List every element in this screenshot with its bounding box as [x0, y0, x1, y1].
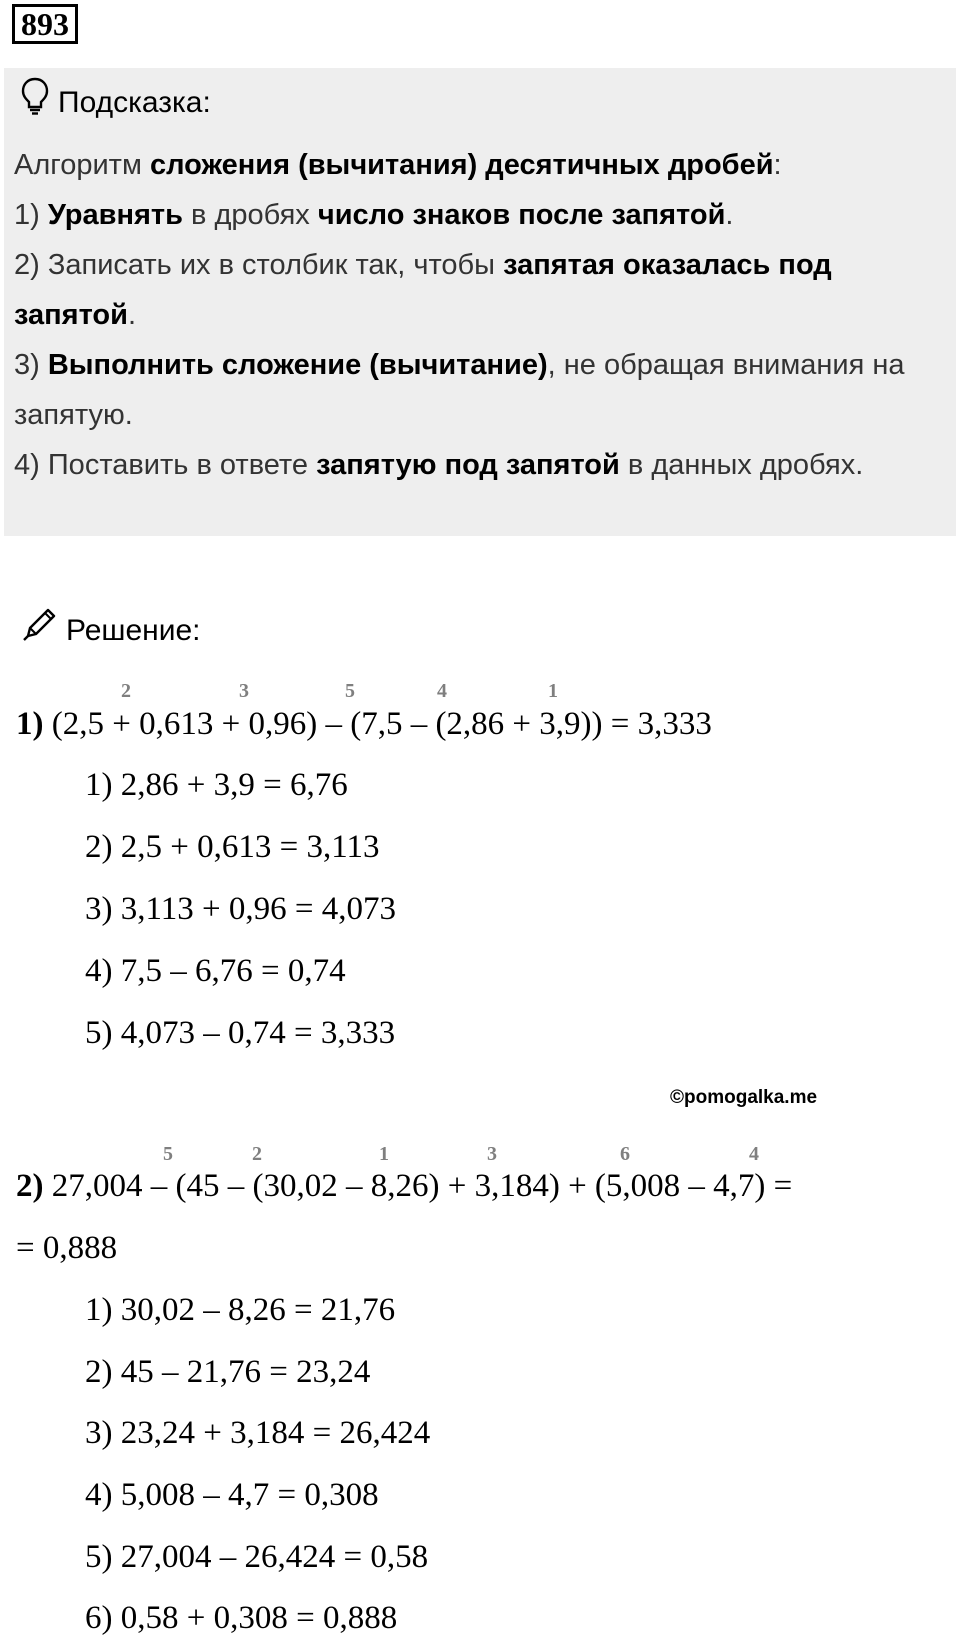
operation-order-number: 1	[548, 680, 558, 702]
problem-2-step: 5) 27,004 – 26,424 = 0,58	[85, 1539, 429, 1575]
operation-order-number: 3	[487, 1143, 497, 1165]
problem-2-step: 4) 5,008 – 4,7 = 0,308	[85, 1477, 379, 1513]
problem-2-expression: 2) 27,004 – (45 – (30,02 – 8,26) + 3,184) + (5,008 – 4,7) =	[16, 1168, 793, 1204]
problem-1-step: 4) 7,5 – 6,76 = 0,74	[85, 953, 346, 989]
operation-order-number: 2	[252, 1143, 262, 1165]
problem-1-expression: 1) (2,5 + 0,613 + 0,96) – (7,5 – (2,86 + 3,9)) = 3,333	[16, 706, 712, 742]
problem-1-step: 2) 2,5 + 0,613 = 3,113	[85, 829, 380, 865]
hint-step-4: 4) Поставить в ответе запятую под запятой в данных дробях.	[14, 449, 864, 481]
hint-intro: Алгоритм сложения (вычитания) десятичных дробей:	[14, 149, 782, 181]
watermark: ©pomogalka.me	[670, 1087, 818, 1108]
operation-order-number: 4	[749, 1143, 759, 1165]
problem-2-step: 6) 0,58 + 0,308 = 0,888	[85, 1600, 398, 1636]
problem-2-step: 1) 30,02 – 8,26 = 21,76	[85, 1292, 396, 1328]
operation-order-number: 6	[620, 1143, 630, 1165]
solution-title	[20, 604, 200, 657]
task-number: 893	[12, 4, 78, 44]
hint-step-3: 3) Выполнить сложение (вычитание), не обращая внимания на запятую.	[14, 349, 905, 431]
operation-order-number: 3	[239, 680, 249, 702]
problem-1-step: 5) 4,073 – 0,74 = 3,333	[85, 1015, 396, 1051]
solution-title-label: Решение:	[66, 613, 201, 647]
operation-order-number: 5	[163, 1143, 173, 1165]
problem-1-step: 1) 2,86 + 3,9 = 6,76	[85, 767, 348, 803]
operation-order-number: 5	[345, 680, 355, 702]
problem-2-expression-result: = 0,888	[16, 1230, 118, 1266]
problem-1-step: 3) 3,113 + 0,96 = 4,073	[85, 891, 396, 927]
hint-step-2: 2) Записать их в столбик так, чтобы запятая оказалась под запятой.	[14, 249, 832, 331]
hint-body	[14, 140, 934, 490]
operation-order-number: 4	[437, 680, 447, 702]
pencil-icon	[20, 604, 60, 657]
operation-order-number: 2	[121, 680, 131, 702]
operation-order-number: 1	[379, 1143, 389, 1165]
operation-order-row-1	[0, 680, 960, 704]
lightbulb-icon	[20, 76, 50, 129]
hint-title-label: Подсказка:	[58, 85, 211, 119]
problem-2-step: 3) 23,24 + 3,184 = 26,424	[85, 1415, 431, 1451]
problem-2-step: 2) 45 – 21,76 = 23,24	[85, 1354, 371, 1390]
hint-title	[20, 76, 211, 129]
hint-step-1: 1) Уравнять в дробях число знаков после запятой.	[14, 199, 734, 231]
